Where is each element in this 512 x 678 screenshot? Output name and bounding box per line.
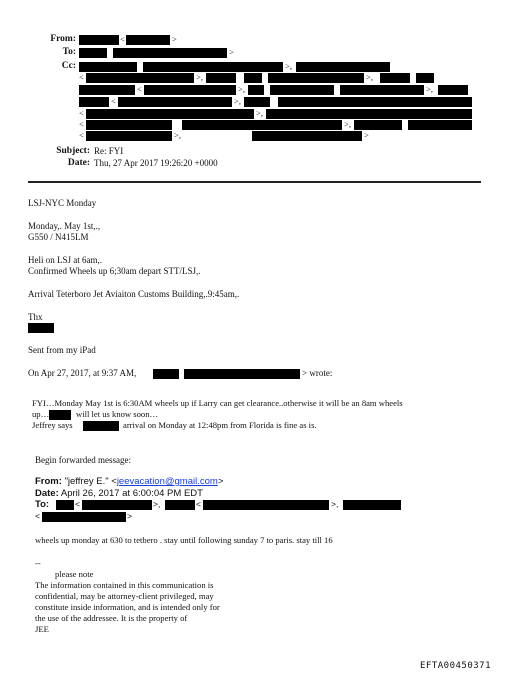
redaction bbox=[340, 85, 424, 95]
disclaimer-line: JEE bbox=[35, 624, 49, 634]
header-divider bbox=[28, 181, 481, 183]
subject-label: Subject: bbox=[56, 146, 90, 156]
date-value: Thu, 27 Apr 2017 19:26:20 +0000 bbox=[94, 158, 218, 168]
redaction bbox=[270, 85, 334, 95]
redaction bbox=[42, 512, 126, 522]
disclaimer-line: The information contained in this communication is bbox=[35, 580, 214, 590]
quote-header: On Apr 27, 2017, at 9:37 AM, bbox=[28, 368, 137, 378]
body-line: Confirmed Wheels up 6;30am depart STT/LSJ,. bbox=[28, 266, 201, 276]
from-label: From: bbox=[50, 34, 76, 44]
redaction bbox=[438, 85, 468, 95]
body-line: LSJ-NYC Monday bbox=[28, 198, 97, 208]
redaction bbox=[126, 35, 170, 45]
redaction bbox=[113, 48, 227, 58]
quoted-line: Jeffrey says bbox=[32, 420, 73, 430]
redaction bbox=[278, 97, 472, 107]
redaction bbox=[79, 35, 119, 45]
fwd-from-label: From: bbox=[35, 476, 62, 487]
disclaimer-line: confidential, may be attorney-client privileged, may bbox=[35, 591, 214, 601]
body-line: G550 / N415LM bbox=[28, 232, 89, 242]
fwd-from-email-link[interactable]: jeevacation@gmail.com bbox=[116, 476, 218, 487]
redaction bbox=[165, 500, 195, 510]
body-line: Monday,. May 1st,., bbox=[28, 221, 101, 231]
disclaimer-line: the use of the addressee. It is the property of bbox=[35, 613, 188, 623]
redaction bbox=[248, 85, 264, 95]
to-label: To: bbox=[62, 47, 76, 57]
redaction bbox=[86, 131, 172, 141]
fwd-date-label: Date: bbox=[35, 488, 59, 499]
quoted-line: up… bbox=[32, 409, 50, 419]
quoted-line: arrival on Monday at 12:48pm from Florida is fine as is. bbox=[123, 420, 317, 430]
redaction bbox=[244, 97, 270, 107]
redaction bbox=[184, 369, 300, 379]
redaction bbox=[86, 120, 172, 130]
body-line: Heli on LSJ at 6am,. bbox=[28, 255, 102, 265]
redaction bbox=[143, 62, 283, 72]
redaction bbox=[28, 323, 54, 333]
cc-label: Cc: bbox=[61, 61, 76, 71]
redaction bbox=[144, 85, 236, 95]
quoted-line: will let us know soon… bbox=[76, 409, 159, 419]
body-line: Thx bbox=[28, 312, 43, 322]
redaction bbox=[268, 73, 364, 83]
redaction bbox=[79, 85, 135, 95]
disclaimer-line: constitute inside information, and is intended only for bbox=[35, 602, 220, 612]
redaction bbox=[49, 410, 71, 420]
quote-header-suffix: > wrote: bbox=[302, 368, 333, 378]
fwd-from-name: "jeffrey E." < bbox=[64, 476, 117, 487]
fwd-message: wheels up monday at 630 to tetbero . stay until following sunday 7 to paris. stay till 16 bbox=[35, 535, 333, 545]
quoted-line: FYI…Monday May 1st is 6:30AM wheels up if Larry can get clearance..otherwise it will be an 8am wheels bbox=[32, 398, 403, 408]
date-label: Date: bbox=[67, 158, 90, 168]
redaction bbox=[343, 500, 401, 510]
fwd-date-value: April 26, 2017 at 6:00:04 PM EDT bbox=[60, 488, 203, 499]
redaction bbox=[118, 97, 232, 107]
redaction bbox=[86, 73, 194, 83]
document-id: EFTA00450371 bbox=[420, 661, 492, 671]
redaction bbox=[79, 62, 137, 72]
redaction bbox=[380, 73, 410, 83]
redaction bbox=[83, 421, 119, 431]
body-line: Arrival Teterboro Jet Aviaiton Customs Building,.9:45am,. bbox=[28, 289, 240, 299]
forwarded-intro: Begin forwarded message: bbox=[35, 455, 131, 465]
redaction bbox=[296, 62, 390, 72]
redaction bbox=[252, 131, 362, 141]
redaction bbox=[182, 120, 342, 130]
sig-note: please note bbox=[55, 569, 94, 579]
body-line: Sent from my iPad bbox=[28, 345, 96, 355]
redaction bbox=[266, 109, 472, 119]
redaction bbox=[203, 500, 329, 510]
sig-dash: -- bbox=[35, 558, 41, 568]
redaction bbox=[354, 120, 402, 130]
redaction bbox=[79, 97, 109, 107]
redaction bbox=[206, 73, 236, 83]
redaction bbox=[408, 120, 472, 130]
subject-value: Re: FYI bbox=[94, 146, 124, 156]
fwd-to-label: To: bbox=[35, 499, 50, 510]
redaction bbox=[56, 500, 74, 510]
redaction bbox=[416, 73, 434, 83]
redaction bbox=[153, 369, 179, 379]
redaction bbox=[82, 500, 152, 510]
redaction bbox=[244, 73, 262, 83]
redaction bbox=[86, 109, 254, 119]
redaction bbox=[79, 48, 107, 58]
